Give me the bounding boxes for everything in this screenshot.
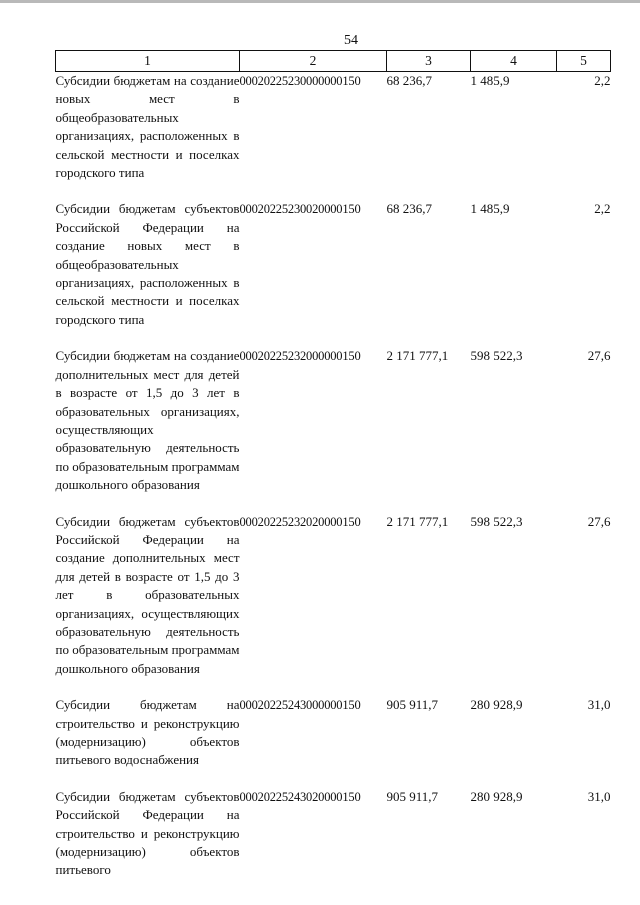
row-total: 68 236,7 xyxy=(386,73,432,88)
table-row xyxy=(56,347,611,494)
row-spacer xyxy=(56,495,611,513)
row-code: 00020225243020000150 xyxy=(239,789,361,804)
row-percent: 27,6 xyxy=(587,513,611,529)
row-total: 2 171 777,1 xyxy=(386,513,449,529)
table-row xyxy=(56,788,611,880)
row-spacer xyxy=(56,182,611,200)
row-code: 00020225230000000150 xyxy=(239,74,361,88)
row-code: 00020225232000000150 xyxy=(239,349,361,364)
row-name: Субсидии бюджетам на создание дополнительных мест для детей в возрасте от 1,5 до 3 лет в образовательных организациях, осуществляющих образовательную деятельность по образовательным программам дошкольного образования xyxy=(55,348,240,493)
row-name: Субсидии бюджетам субъектов Российской Федерации на создание дополнительных мест для детей в возрасте от 1,5 до 3 лет в образовательных организациях, осуществляющих образовательную деятельность по образовательным программам дошкольного образования xyxy=(55,513,240,676)
table-row xyxy=(56,696,611,770)
row-done: 1 485,9 xyxy=(470,201,510,217)
header-row xyxy=(56,51,611,72)
table-row xyxy=(56,200,611,329)
row-code: 00020225243000000150 xyxy=(239,698,361,713)
column-header-4: 4 xyxy=(471,51,557,72)
row-code: 00020225230020000150 xyxy=(239,202,361,217)
page-number: 54 xyxy=(344,33,358,48)
row-done: 1 485,9 xyxy=(470,73,510,88)
row-name: Субсидии бюджетам на строительство и реконструкцию (модернизацию) объектов питьевого водоснабжения xyxy=(55,697,240,768)
row-name: Субсидии бюджетам на создание новых мест в общеобразовательных организациях, расположенных в сельской местности и поселках городского типа xyxy=(55,73,240,181)
row-spacer xyxy=(56,329,611,347)
row-percent: 27,6 xyxy=(587,348,611,364)
column-header-2: 2 xyxy=(240,51,387,72)
row-done: 280 928,9 xyxy=(470,788,523,804)
row-total: 68 236,7 xyxy=(386,201,432,217)
row-total: 905 911,7 xyxy=(386,697,439,713)
row-name: Субсидии бюджетам субъектов Российской Федерации на создание новых мест в общеобразовательных организациях, расположенных в сельской местности и поселках городского типа xyxy=(55,201,240,327)
row-percent: 31,0 xyxy=(587,697,611,713)
column-header-5: 5 xyxy=(557,51,611,72)
row-percent: 2,2 xyxy=(594,73,611,88)
row-total: 2 171 777,1 xyxy=(386,348,449,364)
row-done: 598 522,3 xyxy=(470,513,523,529)
budget-table xyxy=(55,50,611,880)
table-row xyxy=(56,513,611,679)
row-percent: 31,0 xyxy=(587,788,611,804)
column-header-3: 3 xyxy=(387,51,471,72)
column-header-1: 1 xyxy=(56,51,240,72)
row-spacer xyxy=(56,770,611,788)
table-row xyxy=(56,72,611,183)
row-done: 280 928,9 xyxy=(470,697,523,713)
row-name: Субсидии бюджетам субъектов Российской Федерации на строительство и реконструкцию (модернизацию) объектов питьевого xyxy=(55,788,240,878)
top-edge-rule xyxy=(0,0,640,3)
row-spacer xyxy=(56,678,611,696)
row-done: 598 522,3 xyxy=(470,348,523,364)
row-total: 905 911,7 xyxy=(386,788,439,804)
row-code: 00020225232020000150 xyxy=(239,514,361,529)
row-percent: 2,2 xyxy=(594,201,611,217)
